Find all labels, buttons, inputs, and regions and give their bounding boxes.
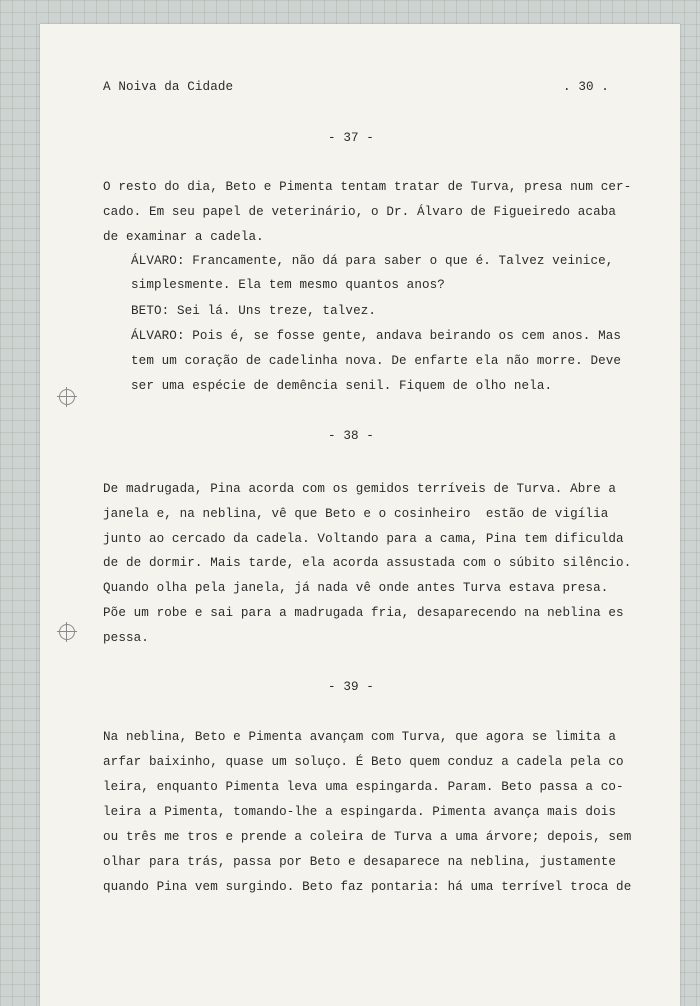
punch-hole-upper bbox=[59, 389, 75, 405]
dialogue-line: ÁLVARO: Francamente, não dá para saber o que é. Talvez veinice, bbox=[131, 254, 614, 268]
text-line: arfar baixinho, quase um soluço. É Beto quem conduz a cadela pela co bbox=[103, 755, 624, 769]
text-line: janela e, na neblina, vê que Beto e o cosinheiro estão de vigília bbox=[103, 507, 609, 521]
text-line: O resto do dia, Beto e Pimenta tentam tratar de Turva, presa num cer- bbox=[103, 180, 632, 194]
dialogue-line: ÁLVARO: Pois é, se fosse gente, andava beirando os cem anos. Mas bbox=[131, 329, 622, 343]
text-line: Na neblina, Beto e Pimenta avançam com Turva, que agora se limita a bbox=[103, 730, 617, 744]
text-line: ou três me tros e prende a coleira de Turva a uma árvore; depois, sem bbox=[103, 830, 632, 844]
text-line: quando Pina vem surgindo. Beto faz pontaria: há uma terrível troca de bbox=[103, 880, 632, 894]
text-line: leira, enquanto Pimenta leva uma espingarda. Param. Beto passa a co- bbox=[103, 780, 624, 794]
punch-hole-lower bbox=[59, 624, 75, 640]
text-line: de examinar a cadela. bbox=[103, 230, 264, 244]
text-line: pessa. bbox=[103, 631, 149, 645]
text-line: de de dormir. Mais tarde, ela acorda assustada com o súbito silêncio. bbox=[103, 556, 632, 570]
text-line: olhar para trás, passa por Beto e desaparece na neblina, justamente bbox=[103, 855, 617, 869]
scene-number: - 38 - bbox=[328, 429, 374, 443]
dialogue-line: ser uma espécie de demência senil. Fiquem de olho nela. bbox=[131, 379, 553, 393]
text-line: junto ao cercado da cadela. Voltando para a cama, Pina tem dificulda bbox=[103, 532, 624, 546]
dialogue-line: simplesmente. Ela tem mesmo quantos anos? bbox=[131, 278, 445, 292]
text-line: De madrugada, Pina acorda com os gemidos terríveis de Turva. Abre a bbox=[103, 482, 617, 496]
dialogue-line: BETO: Sei lá. Uns treze, talvez. bbox=[131, 304, 377, 318]
text-line: cado. Em seu papel de veterinário, o Dr. Álvaro de Figueiredo acaba bbox=[103, 205, 617, 219]
scene-number: - 37 - bbox=[328, 131, 374, 145]
document-title: A Noiva da Cidade bbox=[103, 80, 234, 94]
dialogue-line: tem um coração de cadelinha nova. De enfarte ela não morre. Deve bbox=[131, 354, 622, 368]
text-line: Põe um robe e sai para a madrugada fria, desaparecendo na neblina es bbox=[103, 606, 624, 620]
scene-number: - 39 - bbox=[328, 680, 374, 694]
text-line: Quando olha pela janela, já nada vê onde antes Turva estava presa. bbox=[103, 581, 609, 595]
page-number: . 30 . bbox=[563, 80, 609, 94]
text-line: leira a Pimenta, tomando-lhe a espingarda. Pimenta avança mais dois bbox=[103, 805, 617, 819]
